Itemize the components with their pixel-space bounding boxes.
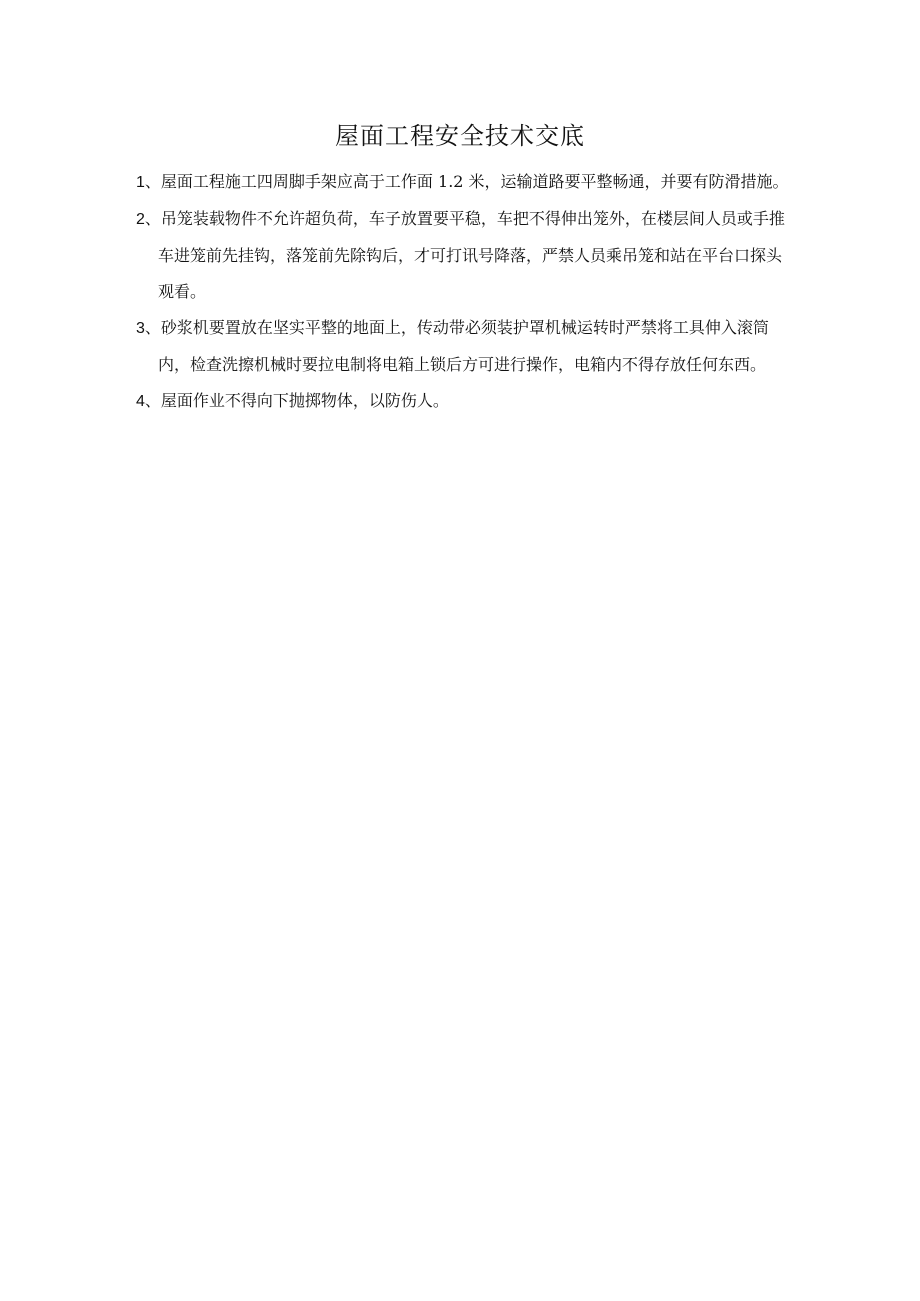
list-item (136, 201, 796, 310)
item-text: 屋面作业不得向下抛掷物体，以防伤人。 (160, 391, 449, 410)
item-number: 2 (136, 211, 145, 228)
item-separator: 、 (144, 391, 161, 410)
item-text: 屋面工程施工四周脚手架应高于工作面 1.2 米，运输道路要平整畅通，并要有防滑措施。 (160, 172, 789, 191)
item-separator: 、 (144, 209, 161, 228)
list-item (136, 383, 796, 420)
item-number: 3 (136, 320, 145, 337)
item-separator: 、 (144, 172, 161, 191)
list-item (136, 310, 796, 383)
item-separator: 、 (144, 318, 161, 337)
safety-items-list (136, 164, 796, 420)
document-title: 屋面工程安全技术交底 (335, 122, 585, 150)
item-text: 吊笼装载物件不允许超负荷，车子放置要平稳，车把不得伸出笼外，在楼层间人员或手推车进笼前先挂钩，落笼前先除钩后，才可打讯号降落，严禁人员乘吊笼和站在平台口探头观看。 (158, 209, 785, 301)
item-number: 4 (136, 393, 145, 410)
item-number: 1 (136, 174, 145, 191)
list-item (136, 164, 796, 201)
item-text: 砂浆机要置放在坚实平整的地面上，传动带必须装护罩机械运转时严禁将工具伸入滚筒内，检查洗擦机械时要拉电制将电箱上锁后方可进行操作，电箱内不得存放任何东西。 (158, 318, 769, 374)
